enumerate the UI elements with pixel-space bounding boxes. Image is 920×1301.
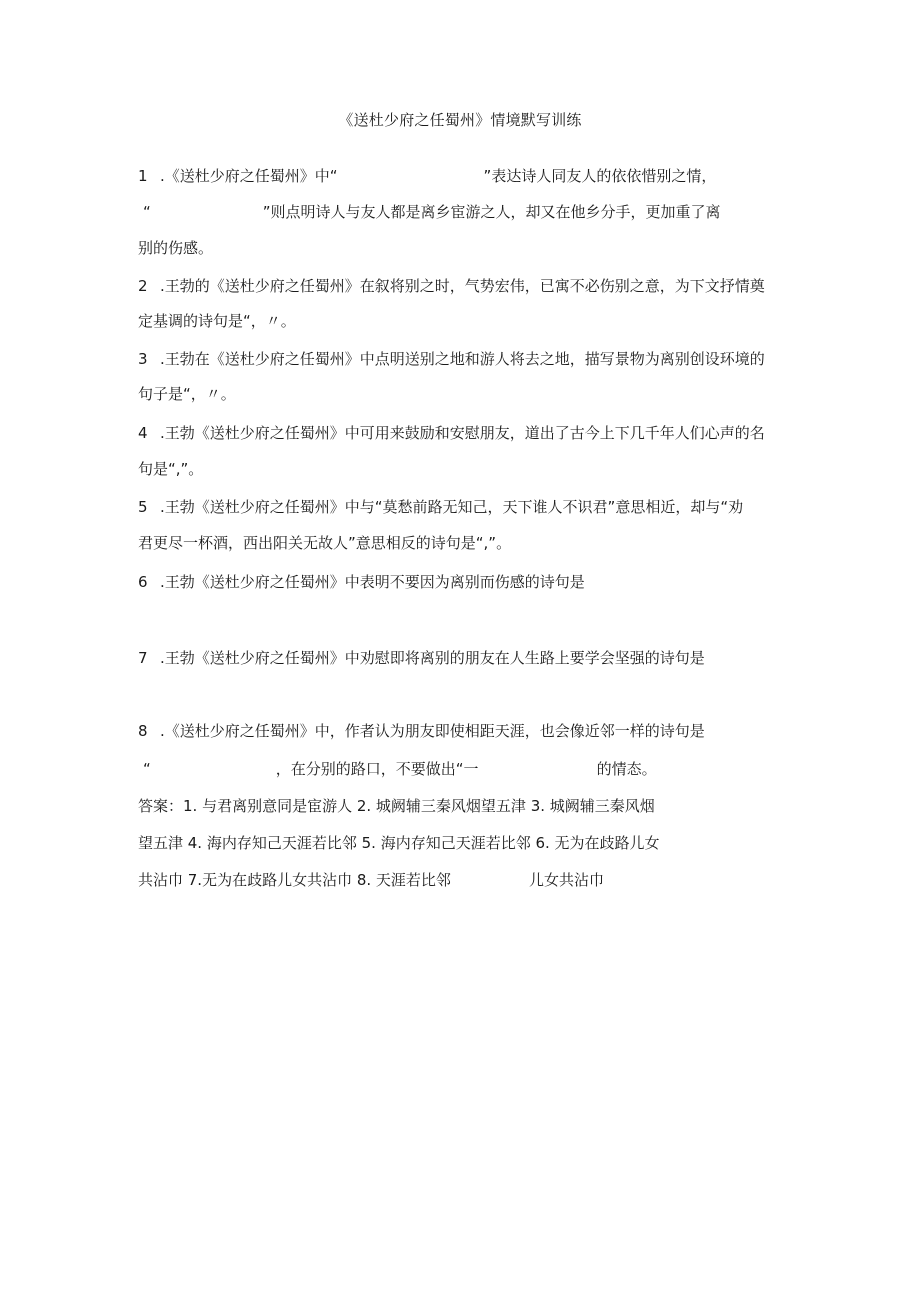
question-text: .王勃《送杜少府之任蜀州》中表明不要因为离别而伤感的诗句是: [160, 573, 585, 591]
question-4-line-2: 句是“,”。: [138, 460, 204, 478]
question-number: 2: [138, 277, 148, 295]
question-4-line-1: [138, 423, 765, 443]
question-text: “: [143, 760, 151, 778]
question-number: 3: [138, 350, 148, 368]
question-number: 7: [138, 649, 148, 667]
question-2-line-2: 定基调的诗句是“，〃。: [138, 312, 296, 330]
question-text: .王勃在《送杜少府之任蜀州》中点明送别之地和游人将去之地，描写景物为离别创设环境的: [160, 350, 765, 368]
answers-line-1: 答案：1. 与君离别意同是宦游人 2. 城阙辅三秦风烟望五津 3. 城阙辅三秦风烟: [138, 797, 655, 815]
question-2-line-1: [138, 276, 765, 296]
question-number: 6: [138, 573, 148, 591]
question-5-line-2: 君更尽一杯酒，西出阳关无故人”意思相反的诗句是“,”。: [138, 534, 512, 552]
question-8-line-2: [143, 759, 657, 779]
question-1-line-1: [138, 166, 716, 186]
question-text: ”则点明诗人与友人都是离乡宦游之人，却又在他乡分手，更加重了离: [262, 203, 721, 221]
question-5-line-1: [138, 497, 743, 517]
question-text: .王勃《送杜少府之任蜀州》中可用来鼓励和安慰朋友，道出了古今上下几千年人们心声的名: [160, 424, 765, 442]
question-text: “: [143, 203, 151, 221]
question-number: 5: [138, 498, 148, 516]
answers-text: 儿女共沾巾: [528, 871, 604, 889]
question-text: .王勃《送杜少府之任蜀州》中与“莫愁前路无知己，天下谁人不识君”意思相近，却与“劝: [160, 498, 744, 516]
answers-text: 共沾巾 7.无为在歧路儿女共沾巾 8. 天涯若比邻: [138, 871, 451, 889]
question-7-line-1: [138, 648, 705, 668]
question-3-line-1: [138, 349, 765, 369]
question-number: 4: [138, 424, 148, 442]
question-6-line-1: [138, 572, 585, 592]
answers-line-2: 望五津 4. 海内存知己天涯若比邻 5. 海内存知己天涯若比邻 6. 无为在歧路儿女: [138, 834, 660, 852]
answers-line-3: [138, 870, 604, 890]
question-text: .《送杜少府之任蜀州》中“: [160, 167, 338, 185]
page-title: 《送杜少府之任蜀州》情境默写训练: [338, 111, 582, 129]
question-number: 8: [138, 722, 148, 740]
question-text: ，在分别的路口，不要做出“一: [275, 760, 479, 778]
question-text: .王勃的《送杜少府之任蜀州》在叙将别之时，气势宏伟，已寓不必伤别之意，为下文抒情奠: [160, 277, 765, 295]
question-1-line-3: 别的伤感。: [138, 239, 214, 257]
question-number: 1: [138, 167, 148, 185]
question-3-line-2: 句子是“，〃。: [138, 385, 236, 403]
question-text: ”表达诗人同友人的依依惜别之情，: [483, 167, 717, 185]
question-text: 的情态。: [596, 760, 657, 778]
question-8-line-1: [138, 721, 705, 741]
question-text: .《送杜少府之任蜀州》中，作者认为朋友即使相距天涯，也会像近邻一样的诗句是: [160, 722, 705, 740]
question-text: .王勃《送杜少府之任蜀州》中劝慰即将离别的朋友在人生路上要学会坚强的诗句是: [160, 649, 705, 667]
question-1-line-2: [143, 202, 721, 222]
